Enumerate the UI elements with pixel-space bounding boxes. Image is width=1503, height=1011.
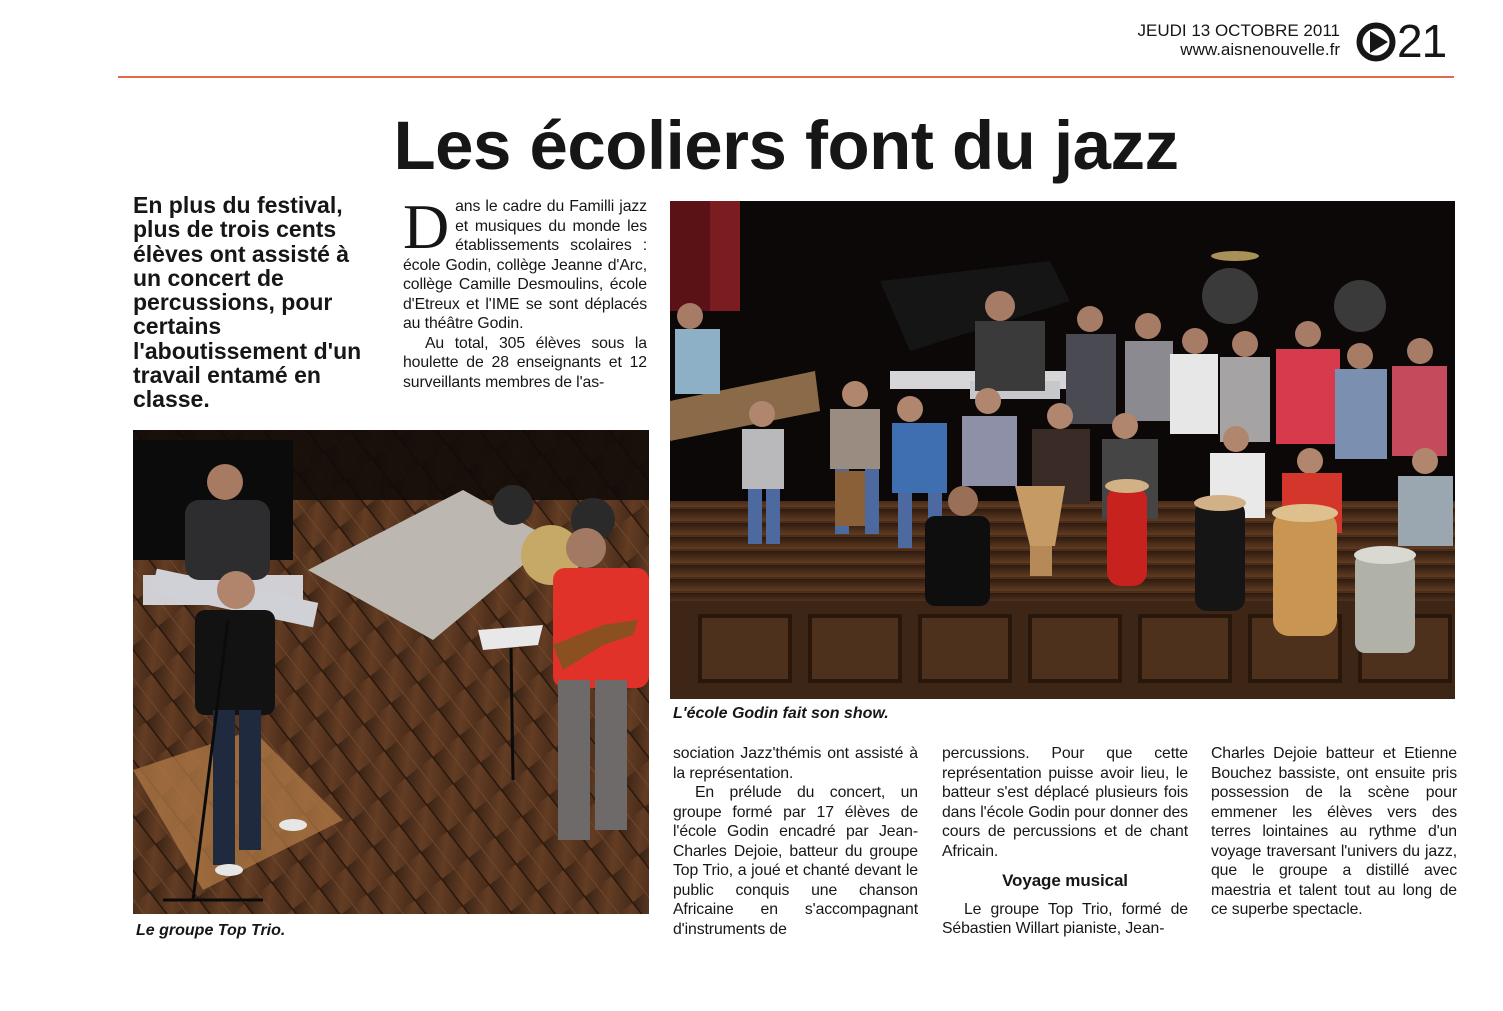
website-url: www.aisnenouvelle.fr <box>1180 40 1340 59</box>
paragraph: Charles Dejoie batteur et Etienne Bouchez bassiste, ont ensuite pris possession de la scène pour emmener les élèves vers des terres lointaines au rythme d'un voyage traversant l'univers du jazz, que le groupe a distillé avec maestria et talent tout au long de ce superbe spectacle. <box>1211 745 1457 918</box>
article-intro: En plus du festival, plus de trois cents élèves ont assisté à un concert de percussions, pour certains l'aboutissement d'un travail entamé en classe. <box>133 192 362 413</box>
drop-cap: D <box>403 191 450 262</box>
page-number: 21 <box>1397 15 1447 67</box>
paragraph: sociation Jazz'thémis ont assisté à la représentation. <box>673 745 918 782</box>
photo-ecole-godin-image <box>670 201 1455 699</box>
paragraph: Au total, 305 élèves sous la houlette de 28 enseignants et 12 surveillants membres de l'as- <box>403 334 647 391</box>
photo-ecole-godin <box>670 201 1455 699</box>
header-rule <box>118 76 1454 78</box>
paragraph-text: ans le cadre du Familli jazz et musiques du monde les établissements scolaires : école Godin, collège Jeanne d'Arc, collège Camille Desmoulins, école d'Etreux et l'IME se sont déplacés au théâtre Godin. <box>403 198 647 332</box>
paragraph: Le groupe Top Trio, formé de Sébastien Willart pianiste, Jean- <box>942 900 1188 937</box>
issue-date: JEUDI 13 OCTOBRE 2011 <box>1137 21 1340 40</box>
article-column-1 <box>403 191 647 392</box>
paragraph: percussions. Pour que cette représentation puisse avoir lieu, le batteur s'est déplacé plusieurs fois dans l'école Godin pour donner des cours de percussions et de chant Africain. <box>942 745 1188 860</box>
photo-caption: L'école Godin fait son show. <box>673 705 889 722</box>
photo-caption: Le groupe Top Trio. <box>136 922 286 939</box>
photo-top-trio-image <box>133 430 649 914</box>
article-column-4 <box>1211 744 1457 920</box>
play-arrow-icon <box>1356 22 1396 62</box>
subheading: Voyage musical <box>1002 871 1128 890</box>
article-column-3 <box>942 744 1188 939</box>
article-column-2 <box>673 744 918 939</box>
photo-top-trio <box>133 430 649 914</box>
headline: Les écoliers font du jazz <box>393 107 1179 184</box>
paragraph: En prélude du concert, un groupe formé par 17 élèves de l'école Godin encadré par Jean-Charles Dejoie, batteur du groupe Top Trio, a joué et chanté devant le public conquis une chanson Africaine en s'accompagnant d'instruments de <box>673 784 918 938</box>
paragraph <box>403 191 647 334</box>
